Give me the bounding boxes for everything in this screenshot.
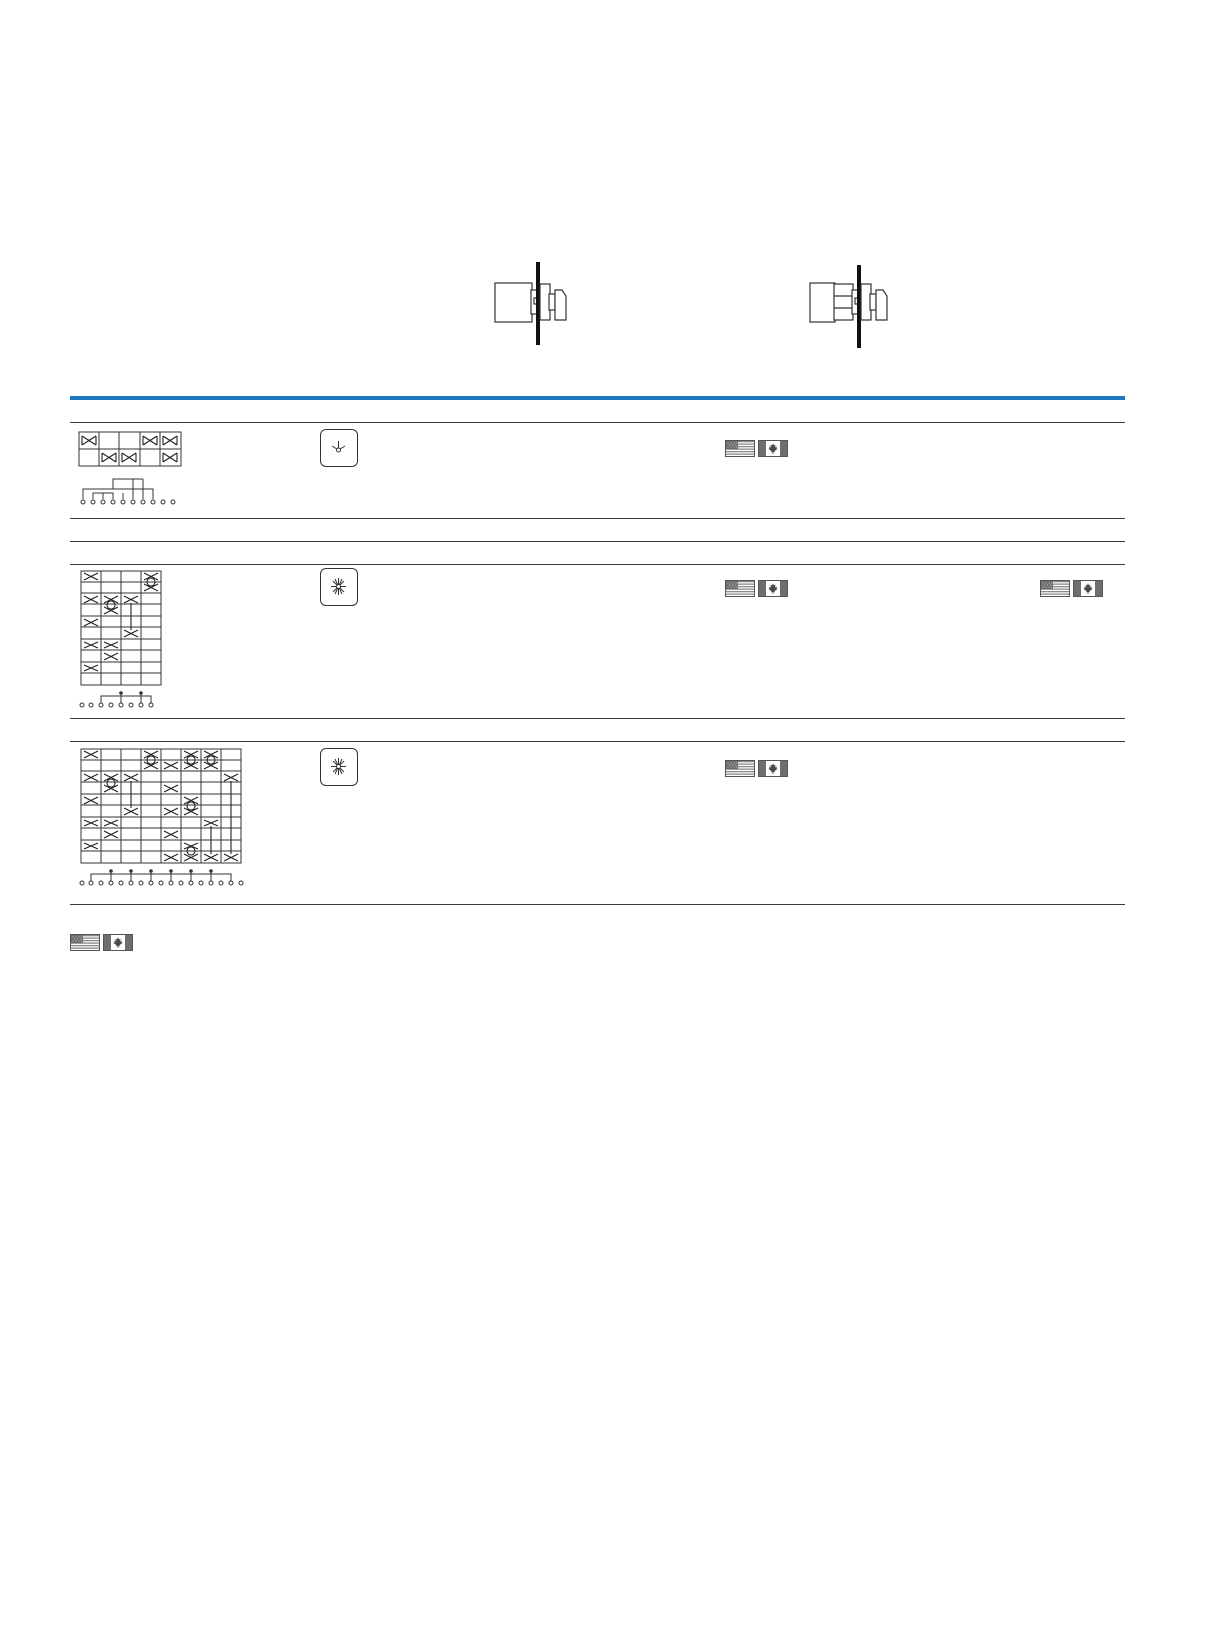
panel-mount-multi-deck-icon <box>805 262 900 352</box>
table-rule <box>70 718 1125 719</box>
table-rule <box>70 518 1125 519</box>
canada-flag-icon <box>758 440 788 457</box>
canada-flag-icon <box>758 580 788 597</box>
table-row <box>70 742 1125 904</box>
us-flag-icon <box>725 760 755 777</box>
footnote <box>70 934 150 954</box>
single-pointer-knob-icon <box>320 429 358 467</box>
table-rule <box>70 541 1125 542</box>
canada-flag-icon <box>103 934 133 951</box>
table-rule <box>70 904 1125 905</box>
us-flag-icon <box>70 934 100 951</box>
header-accent-rule <box>70 396 1125 400</box>
us-flag-icon <box>725 580 755 597</box>
panel-mount-single-deck-icon <box>490 262 570 352</box>
table-row <box>70 423 1125 518</box>
switching-diagram-8x10-icon <box>78 748 248 893</box>
switching-diagram-4x10-icon <box>78 570 168 715</box>
table-row <box>70 565 1125 718</box>
us-flag-icon <box>725 440 755 457</box>
us-flag-icon <box>1040 580 1070 597</box>
switching-diagram-2x6-icon <box>78 431 188 511</box>
canada-flag-icon <box>758 760 788 777</box>
canada-flag-icon <box>1073 580 1103 597</box>
multi-position-knob-icon <box>320 568 358 606</box>
multi-position-knob-icon <box>320 748 358 786</box>
